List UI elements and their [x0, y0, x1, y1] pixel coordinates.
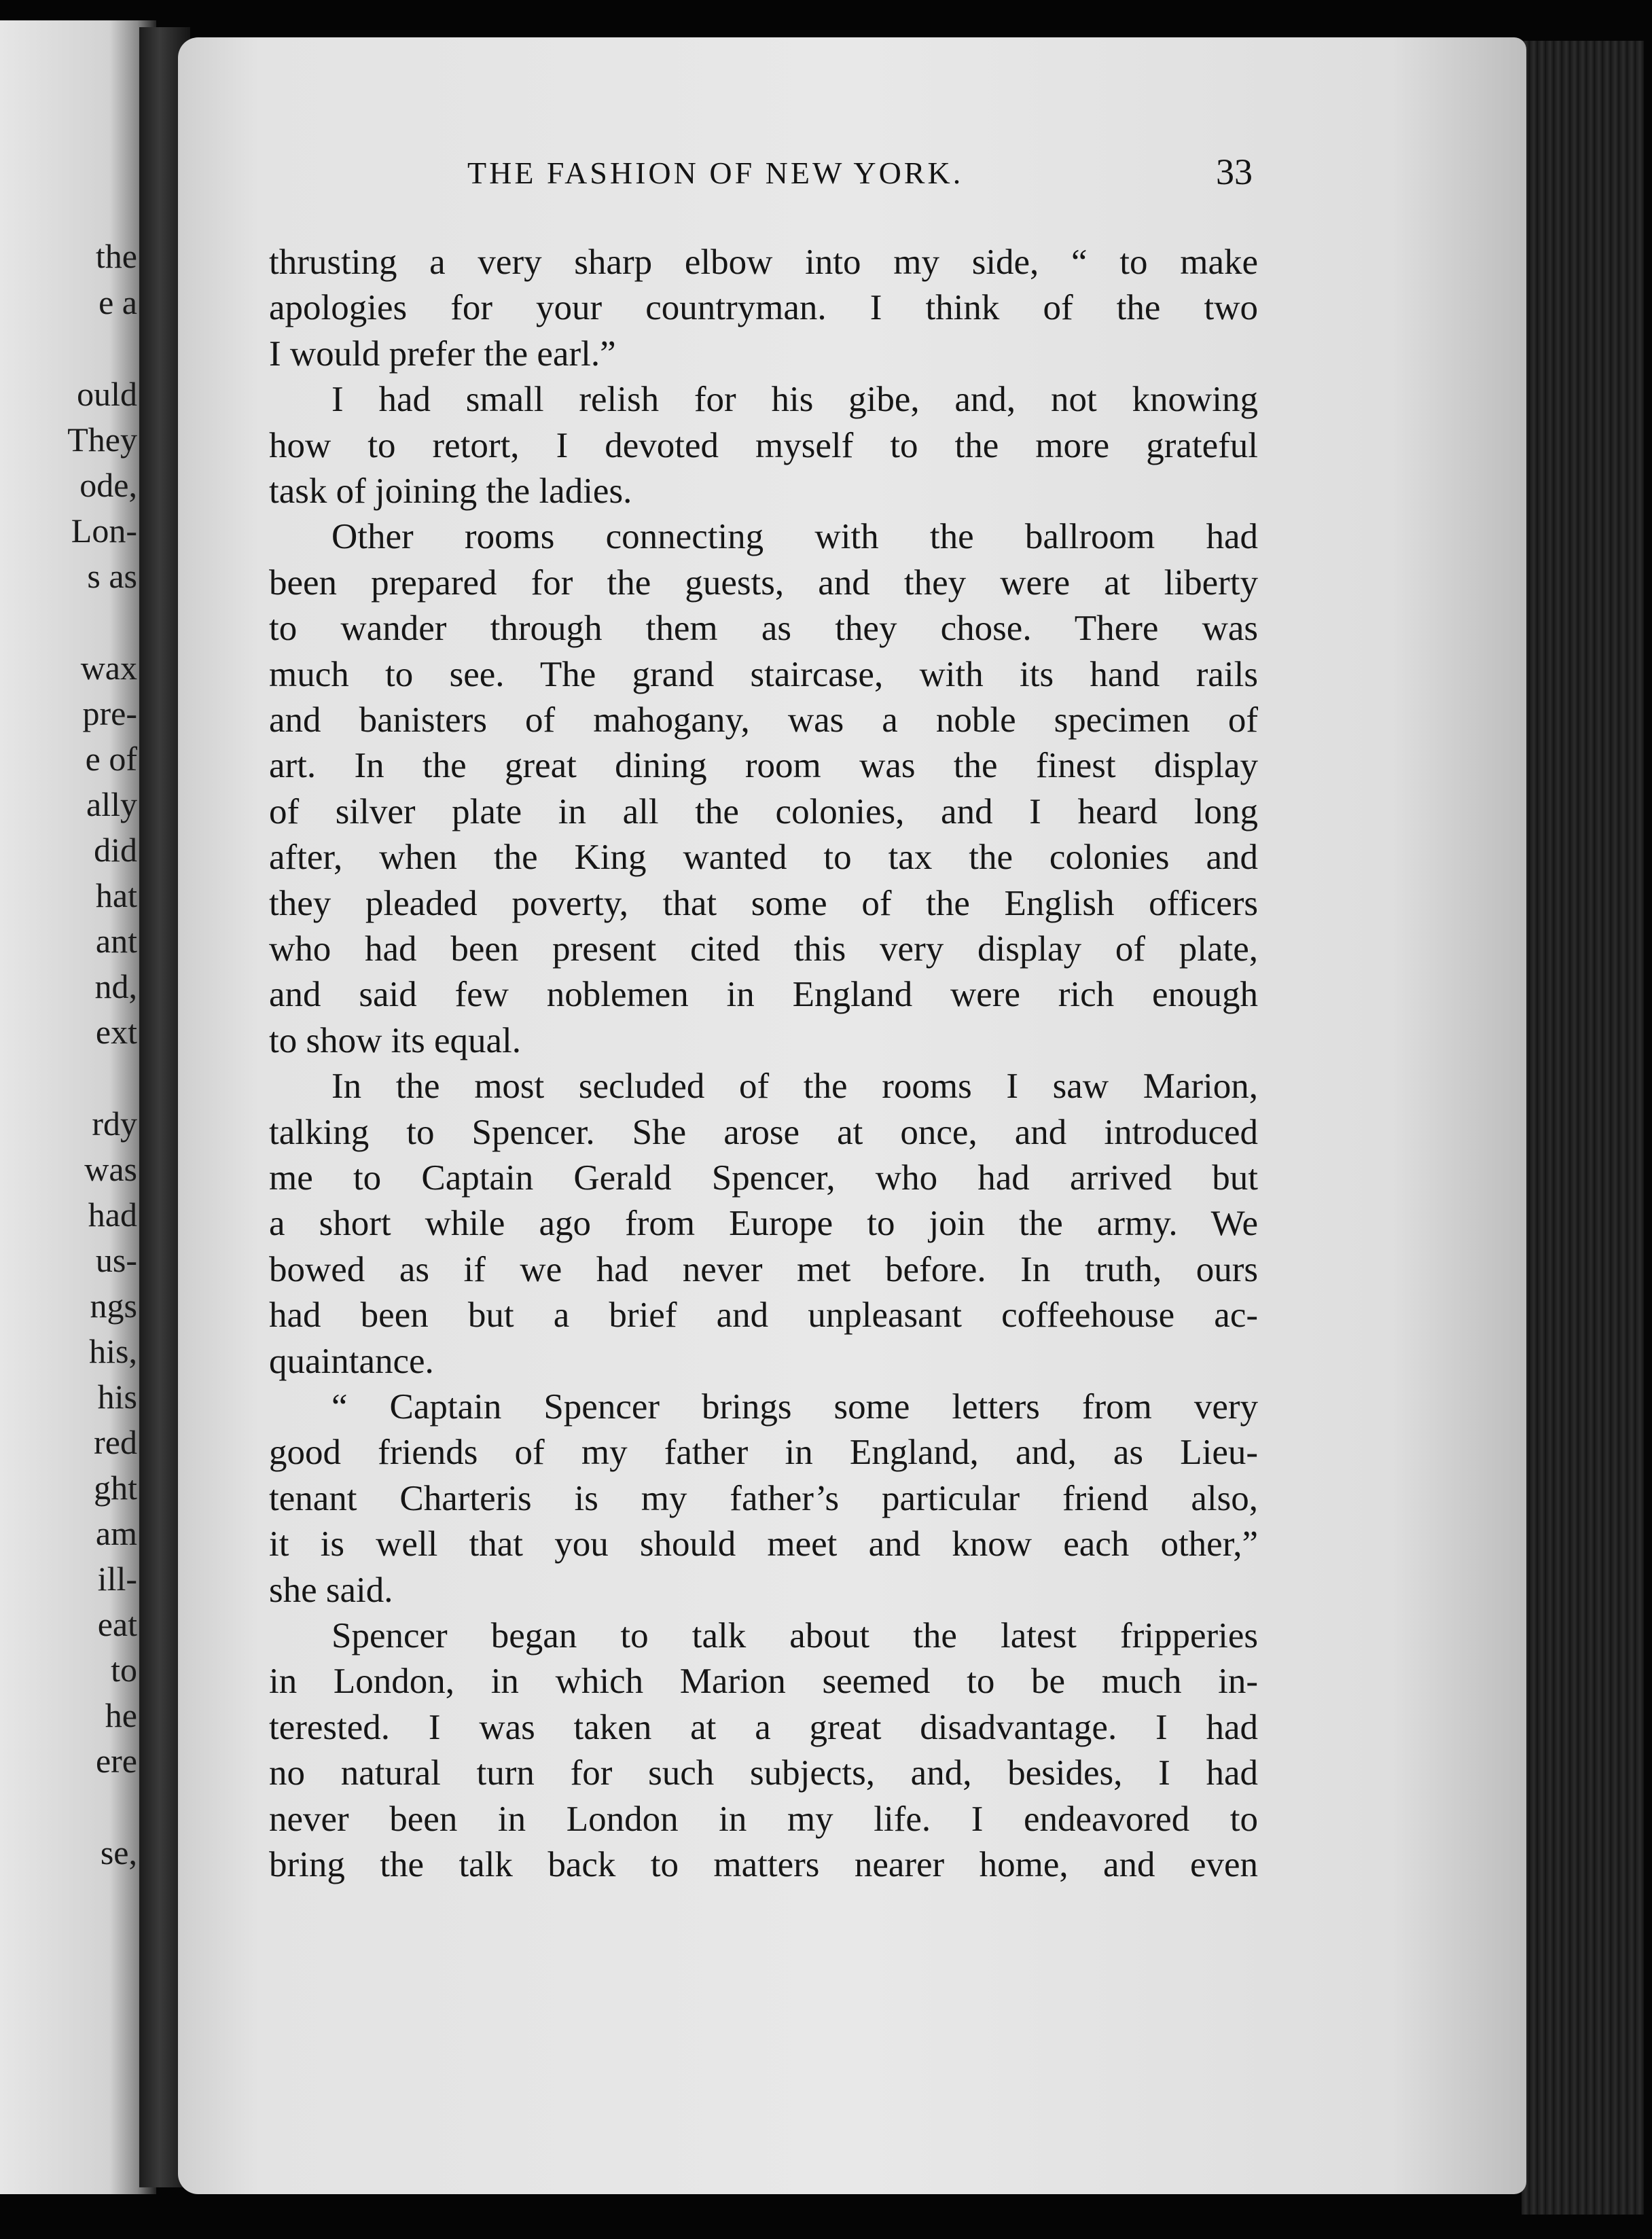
- text-line: no natural turn for such subjects, and, besides, I had: [269, 1753, 1258, 1793]
- left-page-fragment: e of: [85, 740, 137, 778]
- text-line: she said.: [269, 1570, 393, 1610]
- left-page-fragment: ould: [77, 375, 137, 413]
- text-line: Other rooms connecting with the ballroom had: [331, 517, 1258, 557]
- text-line: quaintance.: [269, 1341, 434, 1381]
- left-page-fragment: They: [67, 420, 137, 459]
- text-line: In the most secluded of the rooms I saw Marion,: [331, 1067, 1258, 1107]
- text-line: and banisters of mahogany, was a noble specimen of: [269, 700, 1258, 740]
- left-page-fragment: to: [111, 1651, 137, 1689]
- left-page-fragment: nd,: [94, 967, 137, 1005]
- left-page-fragment: eat: [97, 1605, 137, 1643]
- text-line: and said few noblemen in England were rich enough: [269, 975, 1258, 1015]
- text-line: who had been present cited this very display of plate,: [269, 929, 1258, 969]
- left-page-fragment: the: [95, 237, 137, 275]
- left-page-fragment: ally: [86, 785, 137, 823]
- left-page-fragment: ngs: [90, 1287, 137, 1325]
- text-line: it is well that you should meet and know each other,”: [269, 1524, 1258, 1564]
- left-page-fragment: s as: [87, 557, 137, 595]
- left-page-fragment: his,: [89, 1332, 137, 1370]
- left-page-fragment: red: [94, 1423, 137, 1461]
- left-page-fragment: he: [105, 1696, 137, 1734]
- text-line: a short while ago from Europe to join the army. We: [269, 1204, 1258, 1244]
- text-line: thrusting a very sharp elbow into my side, “ to make: [269, 243, 1258, 282]
- text-line: talking to Spencer. She arose at once, and introduced: [269, 1112, 1258, 1152]
- left-page-fragment: rdy: [92, 1105, 137, 1143]
- text-line: of silver plate in all the colonies, and I heard long: [269, 791, 1258, 831]
- left-page-fragment: pre-: [82, 694, 137, 732]
- facing-page-left: [0, 20, 156, 2194]
- text-line: bring the talk back to matters nearer home, and even: [269, 1845, 1258, 1884]
- text-line: apologies for your countryman. I think of the two: [269, 288, 1258, 328]
- left-page-fragment: was: [84, 1150, 137, 1188]
- left-page-fragment: ant: [95, 922, 137, 960]
- text-line: good friends of my father in England, and, as Lieu-: [269, 1433, 1258, 1473]
- left-page-fragment: did: [94, 831, 137, 869]
- left-page-fragment: ext: [95, 1013, 137, 1051]
- text-line: I had small relish for his gibe, and, not knowing: [331, 380, 1258, 420]
- text-line: to show its equal.: [269, 1020, 521, 1060]
- text-line: to wander through them as they chose. There was: [269, 609, 1258, 649]
- text-line: tenant Charteris is my father’s particular friend also,: [269, 1478, 1258, 1518]
- text-line: terested. I was taken at a great disadvantage. I had: [269, 1707, 1258, 1747]
- text-line: I would prefer the earl.”: [269, 334, 616, 374]
- text-line: they pleaded poverty, that some of the English officers: [269, 883, 1258, 923]
- text-line: been prepared for the guests, and they were at liberty: [269, 562, 1258, 603]
- left-page-fragment: his: [97, 1378, 137, 1416]
- left-page-fragment: e a: [98, 283, 137, 321]
- text-line: had been but a brief and unpleasant coffeehouse ac-: [269, 1295, 1258, 1336]
- text-line: bowed as if we had never met before. In truth, ours: [269, 1249, 1258, 1289]
- page-number: 33: [1216, 151, 1253, 192]
- running-head: THE FASHION OF NEW YORK.: [467, 156, 964, 190]
- left-page-fragment: ght: [94, 1469, 137, 1507]
- text-line: much to see. The grand staircase, with its hand rails: [269, 654, 1258, 694]
- text-line: Spencer began to talk about the latest fripperies: [331, 1616, 1258, 1655]
- left-page-fragment: ere: [95, 1742, 137, 1780]
- text-line: never been in London in my life. I endeavored to: [269, 1799, 1258, 1839]
- left-page-fragment: us-: [95, 1241, 137, 1279]
- text-line: how to retort, I devoted myself to the more grateful: [269, 425, 1258, 465]
- text-line: in London, in which Marion seemed to be much in-: [269, 1662, 1258, 1702]
- text-line: after, when the King wanted to tax the colonies and: [269, 838, 1258, 878]
- page-edges-right: [1522, 41, 1644, 2215]
- text-line: me to Captain Gerald Spencer, who had arrived but: [269, 1158, 1258, 1198]
- left-page-fragment: ode,: [79, 466, 137, 504]
- text-line: task of joining the ladies.: [269, 471, 632, 511]
- left-page-fragment: had: [88, 1196, 137, 1234]
- left-page-fragment: wax: [80, 649, 137, 687]
- left-page-fragment: am: [95, 1514, 137, 1552]
- left-page-fragment: ill-: [97, 1560, 137, 1598]
- left-page-fragment: hat: [95, 876, 137, 914]
- text-line: “ Captain Spencer brings some letters from very: [331, 1387, 1258, 1427]
- left-page-fragment: se,: [100, 1833, 137, 1871]
- text-line: art. In the great dining room was the finest display: [269, 746, 1258, 786]
- left-page-fragment: Lon-: [71, 512, 137, 550]
